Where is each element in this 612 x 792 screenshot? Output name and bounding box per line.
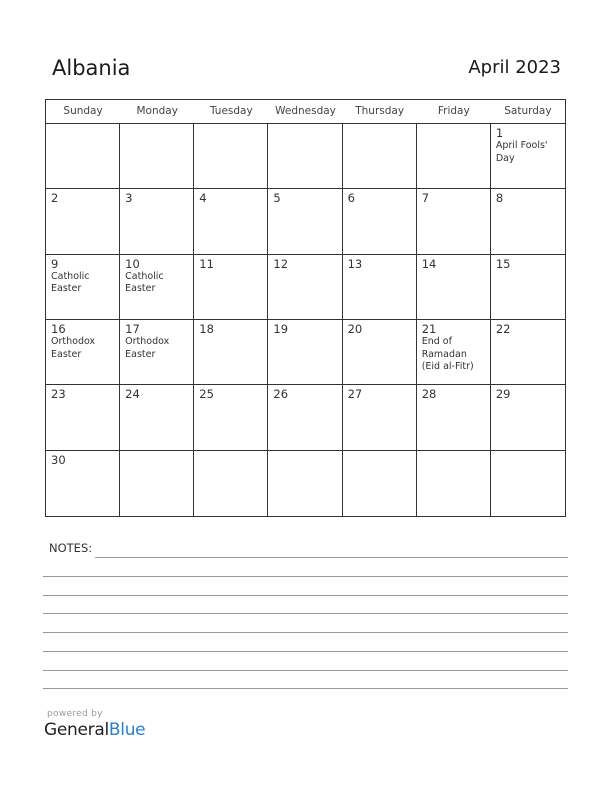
day-number: 11 [199, 256, 214, 271]
weekday-thursday: Thursday [355, 105, 405, 117]
day-cell [268, 320, 342, 385]
day-cell [46, 451, 120, 516]
note-line [95, 557, 568, 558]
day-cell [343, 320, 417, 385]
day-cell [417, 124, 491, 189]
generalblue-logo [44, 720, 145, 740]
day-number: 27 [347, 387, 363, 402]
day-cell [268, 124, 342, 189]
day-number: 7 [421, 191, 430, 206]
day-number: 17 [125, 322, 140, 336]
weeks-grid [46, 124, 565, 516]
day-cell [46, 189, 120, 254]
day-cell [194, 255, 268, 320]
day-number: 1 [495, 126, 504, 140]
day-number: 12 [273, 256, 289, 271]
holiday-label: End of Ramadan (Eid al-Fitr) [421, 336, 474, 372]
day-cell [120, 320, 194, 385]
day-number: 3 [125, 191, 133, 206]
day-cell [417, 451, 491, 516]
day-cell [120, 124, 194, 189]
day-number: 16 [51, 322, 66, 336]
day-number: 6 [347, 191, 355, 206]
day-number: 30 [51, 452, 66, 467]
brand-blue: Blue [108, 720, 146, 740]
day-cell [343, 189, 417, 254]
day-cell [46, 385, 120, 450]
brand-general: General [44, 720, 109, 740]
holiday-label: Orthodox Easter [51, 336, 96, 360]
note-line [43, 651, 568, 652]
day-number: 2 [51, 191, 59, 206]
day-cell [417, 255, 491, 320]
note-line [43, 688, 568, 689]
day-cell [343, 255, 417, 320]
day-cell [491, 385, 565, 450]
day-cell [120, 385, 194, 450]
day-cell [268, 385, 342, 450]
day-number: 22 [495, 322, 511, 336]
weekday-tuesday: Tuesday [209, 105, 253, 117]
day-number: 19 [273, 322, 289, 336]
weekday-sunday: Sunday [63, 105, 103, 117]
day-cell [343, 124, 417, 189]
day-cell [120, 451, 194, 516]
calendar-grid [45, 99, 566, 517]
day-number: 23 [51, 387, 66, 402]
day-cell [491, 451, 565, 516]
holiday-label: Catholic Easter [51, 270, 90, 295]
notes-label: NOTES: [49, 541, 93, 555]
day-cell [120, 255, 194, 320]
day-number: 20 [347, 322, 363, 336]
day-cell [417, 189, 491, 254]
day-cell [417, 385, 491, 450]
day-cell [268, 451, 342, 516]
day-cell [194, 189, 268, 254]
day-number: 13 [347, 256, 363, 271]
day-cell [46, 124, 120, 189]
holiday-label: April Fools' Day [495, 140, 548, 164]
weekday-saturday: Saturday [504, 105, 552, 117]
day-cell [46, 255, 120, 320]
day-number: 5 [273, 191, 281, 206]
day-number: 9 [51, 256, 59, 271]
weekday-friday: Friday [437, 105, 470, 117]
day-cell [268, 189, 342, 254]
day-cell [268, 255, 342, 320]
day-number: 29 [495, 387, 511, 402]
day-number: 4 [199, 191, 207, 206]
day-number: 18 [199, 322, 214, 336]
day-number: 21 [421, 322, 437, 336]
note-line [43, 595, 568, 596]
day-cell [194, 385, 268, 450]
day-cell [343, 385, 417, 450]
day-number: 26 [273, 387, 289, 402]
weekday-header-row [46, 100, 565, 124]
day-cell [194, 320, 268, 385]
day-number: 8 [495, 191, 504, 206]
weekday-wednesday: Wednesday [275, 105, 336, 117]
month-title: April 2023 [468, 57, 561, 78]
day-number: 15 [495, 256, 511, 271]
day-cell [417, 320, 491, 385]
holiday-label: Orthodox Easter [125, 336, 170, 360]
country-title: Albania [52, 56, 131, 80]
day-cell [194, 124, 268, 189]
day-number: 25 [199, 387, 214, 402]
note-line [43, 576, 568, 577]
note-line [43, 613, 568, 614]
day-cell [491, 189, 565, 254]
day-cell [491, 320, 565, 385]
powered-by-text: powered by [47, 709, 103, 719]
day-number: 14 [421, 256, 437, 271]
day-number: 10 [125, 256, 140, 271]
weekday-monday: Monday [136, 105, 178, 117]
day-cell [491, 255, 565, 320]
day-cell [120, 189, 194, 254]
day-cell [194, 451, 268, 516]
note-line [43, 632, 568, 633]
day-number: 28 [421, 387, 437, 402]
day-number: 24 [125, 387, 140, 402]
holiday-label: Catholic Easter [125, 270, 164, 295]
day-cell [46, 320, 120, 385]
note-line [43, 670, 568, 671]
day-cell [343, 451, 417, 516]
day-cell [491, 124, 565, 189]
